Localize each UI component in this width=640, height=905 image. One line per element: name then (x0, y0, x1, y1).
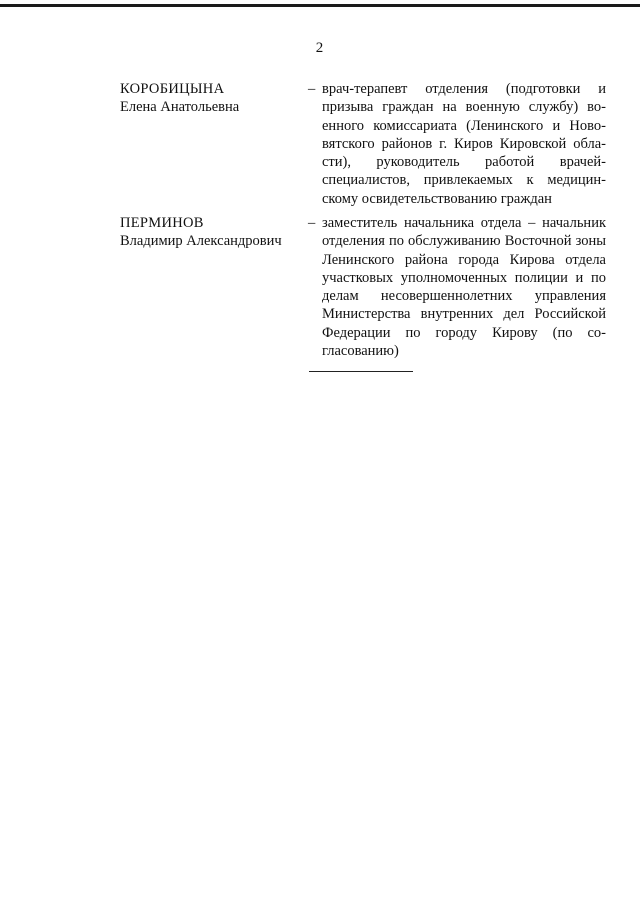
person-position-description: заместитель начальника отдела – начальник отделения по обслуживанию Восточной зоны Ленинского района города Кирова отдела участковых уполномоченных полиции и по делам несовершеннолетних управления Министерства внутренних дел Российской Федерации по городу Кирову (по согласованию) (322, 215, 606, 360)
person-surname: КОРОБИЦЫНА (120, 81, 225, 97)
entry-dash: – (308, 215, 316, 231)
person-name (120, 214, 300, 250)
closing-rule-line (309, 371, 413, 372)
entry-dash: – (308, 81, 316, 97)
person-given-names: Елена Анатольевна (120, 99, 240, 115)
person-name (120, 80, 300, 116)
page-number: 2 (315, 40, 325, 56)
person-surname: ПЕРМИНОВ (120, 215, 204, 231)
top-border-line (0, 4, 640, 7)
person-position-description: врач-терапевт отделения (подготовки и призыва граждан на военную службу) военного комиссариата (Ленинского и Нововятского районов г. Киров Кировской области), руководитель работой врачей-специалистов, привлекаемых к медицинскому освидетельствованию граждан (322, 81, 606, 207)
person-given-names: Владимир Александрович (120, 233, 282, 249)
